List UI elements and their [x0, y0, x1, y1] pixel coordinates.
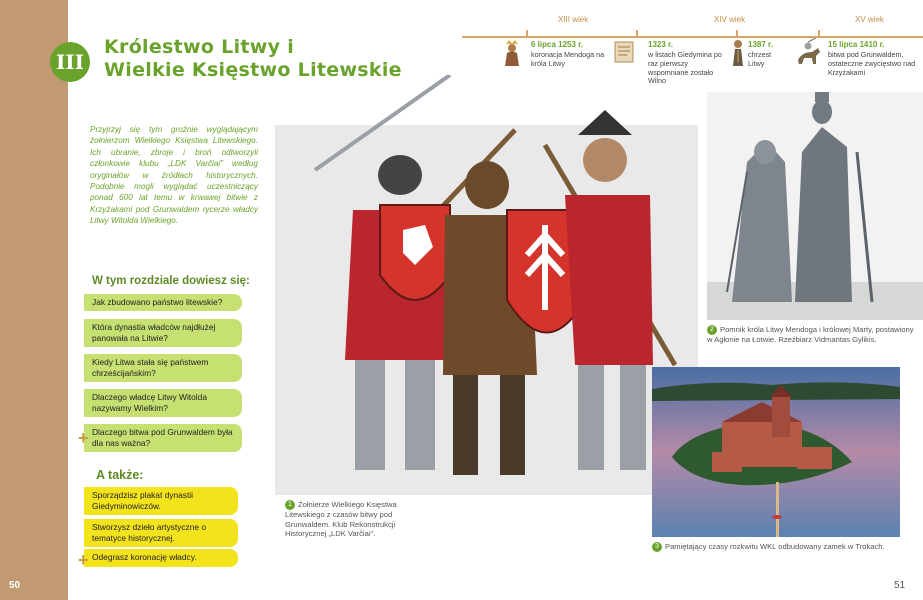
timeline-tick — [636, 30, 638, 38]
chapter-title-line1: Królestwo Litwy i — [104, 36, 295, 58]
timeline-event-text: chrzest Litwy — [748, 50, 772, 68]
page-side-strip — [0, 0, 68, 600]
task-item: Sporządzisz plakat dynastii Giedyminowiczów. — [84, 487, 238, 515]
caption-text: Żołnierze Wielkiego Księstwa Litewskiego z czasów bitwy pod Grunwaldem. Klub Rekonstrukcji Historycznej „LDK Varčiai”. — [285, 500, 397, 539]
timeline-event-date: 6 lipca 1253 r. — [531, 40, 584, 49]
timeline-century-label: XIV wiek — [714, 15, 746, 24]
timeline-event-text: bitwa pod Grunwaldem, ostateczne zwycięstwo nad Krzyżakami — [828, 50, 916, 77]
page-number-left: 50 — [9, 580, 21, 591]
timeline-event-date: 1323 r. — [648, 40, 673, 49]
chapter-title-line2: Wielkie Księstwo Litewskie — [104, 59, 402, 81]
timeline-event-text: w listach Giedymina po raz pierwszy wspomniane zostało Wilno — [648, 50, 722, 86]
timeline-tick — [736, 30, 738, 38]
timeline-century-label: XV wiek — [855, 15, 884, 24]
timeline-event-date: 1387 r. — [748, 40, 773, 49]
question-item: Jak zbudowano państwo litewskie? — [84, 294, 242, 311]
timeline-tick — [526, 30, 528, 38]
crowned-king-icon — [500, 38, 524, 66]
knight-on-horse-icon — [794, 38, 824, 66]
photo-mindaugas-monument — [707, 92, 923, 320]
task-item: Stworzysz dzieło artystyczne o tematyce historycznej. — [84, 519, 238, 547]
task-item: Odegrasz koronację władcy. — [84, 549, 238, 567]
caption-text: Pamiętający czasy rozkwitu WKL odbudowany zamek w Trokach. — [665, 542, 885, 551]
caption-number-badge: 3 — [652, 542, 662, 552]
plus-marker-icon: + — [78, 550, 89, 570]
timeline-tick — [818, 30, 820, 38]
question-item: Kiedy Litwa stała się państwem chrześcijańskim? — [84, 354, 242, 382]
caption-number-badge: 2 — [707, 325, 717, 335]
timeline-axis — [462, 36, 923, 38]
scroll-letter-icon — [612, 38, 636, 66]
also-heading: A także: — [96, 468, 144, 482]
intro-paragraph: Przyjrzyj się tym groźnie wyglądającym żołnierzom Wielkiego Księstwa Litewskiego. Ich ubranie, zbroje i broń odtworzyli członkowie klubu „LDK Varčiai” według oryginałów w źródłach historycznych. Podobnie mogli wyglądać uczestniczący ponad 600 lat temu w krwawej bitwie z Krzyżakami pod Grunwaldem rycerze władcy Litwy Witolda Wielkiego. — [90, 125, 258, 226]
caption-photo-3 — [652, 542, 912, 552]
caption-text: Pomnik króla Litwy Mendoga i królowej Marty, postawiony w Agłonie na Łotwie. Rzeźbiarz Vidmantas Gylikis. — [707, 325, 914, 344]
question-item: Dlaczego bitwa pod Grunwaldem była dla nas ważna? — [84, 424, 242, 452]
baptism-figure-icon — [726, 38, 750, 66]
page-number-right: 51 — [894, 580, 906, 591]
caption-photo-2 — [707, 325, 917, 345]
chapter-content-heading: W tym rozdziale dowiesz się: — [92, 275, 250, 287]
timeline-event-text: koronacja Mendoga na króla Litwy — [531, 50, 605, 68]
photo-trakai-castle — [652, 367, 900, 537]
question-item: Która dynastia władców najdłużej panowała na Litwie? — [84, 319, 242, 347]
caption-photo-1 — [285, 500, 435, 539]
chapter-number-badge: III — [50, 42, 90, 82]
plus-marker-icon: + — [78, 428, 89, 448]
timeline-event-date: 15 lipca 1410 r. — [828, 40, 885, 49]
timeline-century-label: XIII wiek — [558, 15, 589, 24]
question-item: Dlaczego władcę Litwy Witolda nazywamy Wielkim? — [84, 389, 242, 417]
photo-lithuanian-soldiers — [275, 75, 698, 495]
caption-number-badge: 1 — [285, 500, 295, 510]
